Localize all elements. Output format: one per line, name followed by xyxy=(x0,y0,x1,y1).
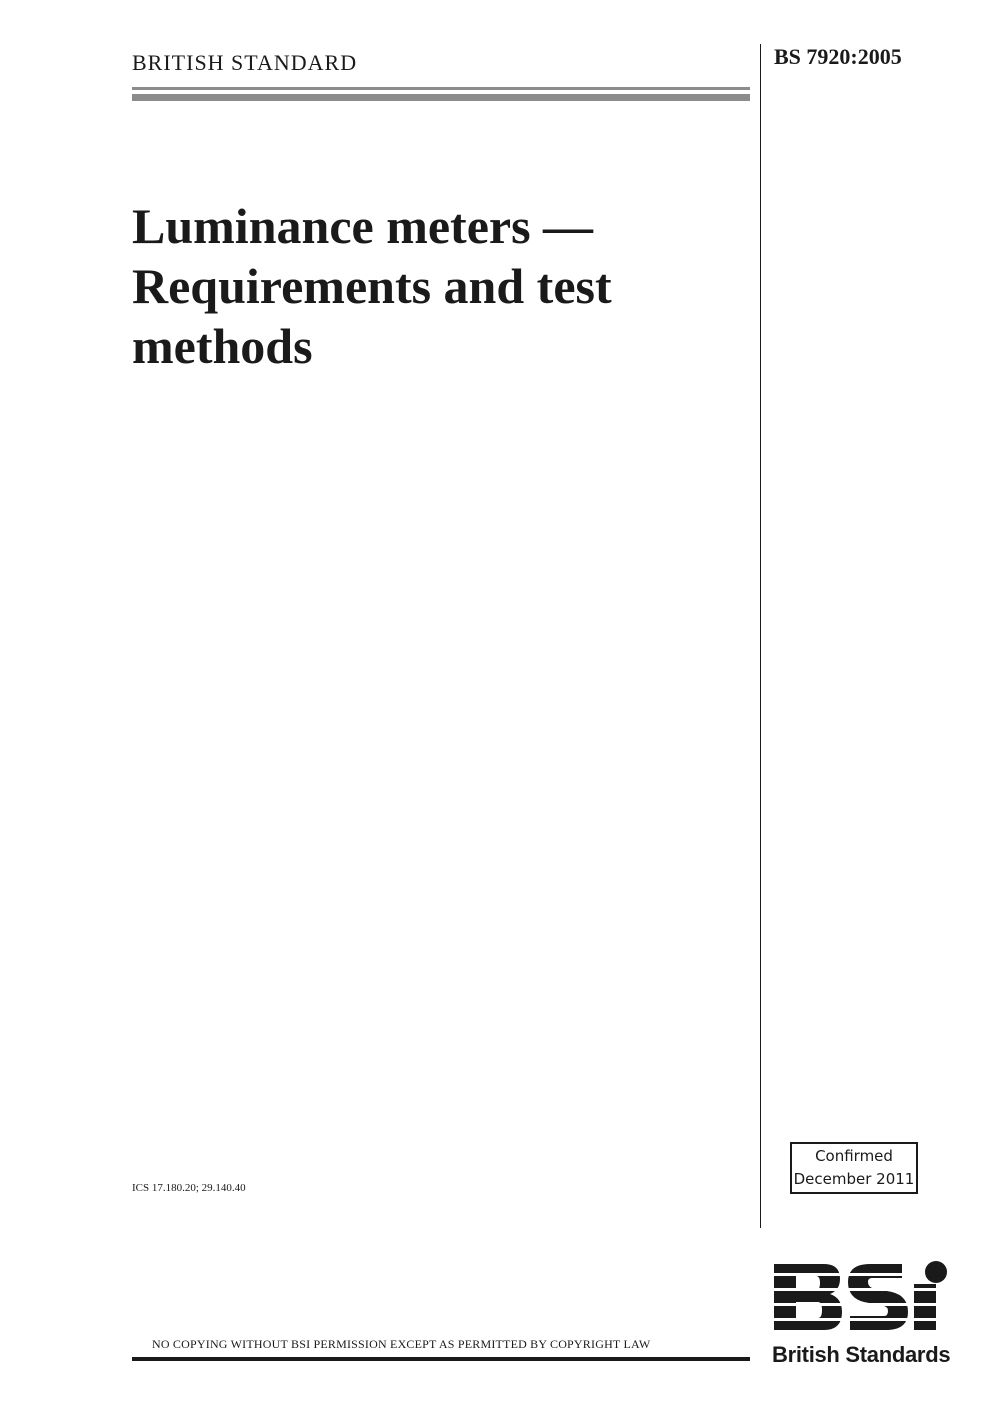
ics-codes: ICS 17.180.20; 29.140.40 xyxy=(132,1182,246,1194)
confirmed-label: Confirmed xyxy=(815,1147,893,1165)
document-title xyxy=(132,196,752,376)
title-line-3: methods xyxy=(132,318,313,374)
copyright-notice: NO COPYING WITHOUT BSI PERMISSION EXCEPT AS PERMITTED BY COPYRIGHT LAW xyxy=(152,1337,651,1351)
header-rule-thin xyxy=(132,87,750,90)
header-rule-thick xyxy=(132,94,750,101)
vertical-divider xyxy=(760,44,761,1228)
standard-number: BS 7920:2005 xyxy=(774,44,902,69)
logo-caption: British Standards xyxy=(772,1342,951,1367)
title-line-1: Luminance meters — xyxy=(132,198,594,254)
footer-rule xyxy=(132,1357,750,1361)
document-type-label: BRITISH STANDARD xyxy=(132,50,358,75)
confirmed-stamp xyxy=(790,1142,918,1194)
confirmed-date: December 2011 xyxy=(793,1170,915,1188)
title-line-2: Requirements and test xyxy=(132,258,612,314)
